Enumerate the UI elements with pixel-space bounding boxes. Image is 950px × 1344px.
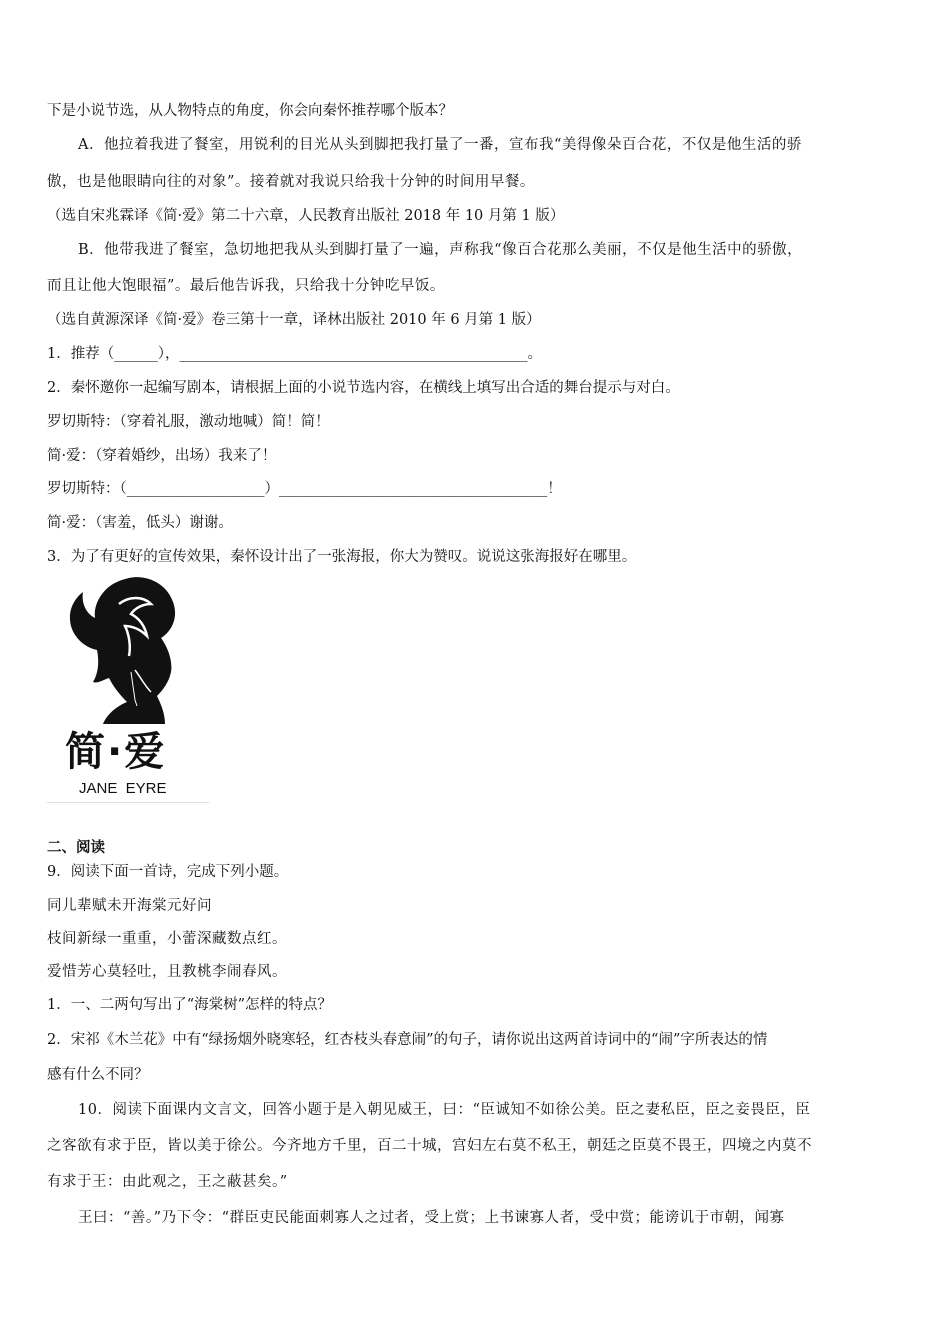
option-b-line-2: 而且让他大饱眼福”。最后他告诉我，只给我十分钟吃早饭。 xyxy=(47,278,445,294)
question-9-2-line-2: 感有什么不同？ xyxy=(47,1067,149,1083)
poem-title: 同儿辈赋未开海棠元好问 xyxy=(47,898,212,914)
poster-title-cn: 简·爱 xyxy=(65,729,167,775)
poem-line-2: 爱惜芳心莫轻吐，且教桃李闹春风。 xyxy=(47,964,287,980)
option-b-source: （选自黄源深译《简·爱》卷三第十一章，译林出版社 2010 年 6 月第 1 版） xyxy=(47,312,541,328)
question-9-1: 1．一、二两句写出了“海棠树”怎样的特点？ xyxy=(47,997,333,1013)
script-line-2: 简·爱：（穿着婚纱，出场）我来了！ xyxy=(47,448,277,464)
question-10-line-1: 10．阅读下面课内文言文，回答小题于是入朝见威王，曰：“臣诚知不如徐公美。臣之妻私臣，臣之妾畏臣，臣 xyxy=(78,1102,811,1118)
poster-title-en: JANE EYRE xyxy=(79,780,167,797)
question-1: 1．推荐（______），________________________________________________。 xyxy=(47,346,542,362)
question-3: 3．为了有更好的宣传效果，秦怀设计出了一张海报，你大为赞叹。说说这张海报好在哪里。 xyxy=(47,549,637,565)
question-10-line-2: 之客欲有求于臣，皆以美于徐公。今齐地方千里，百二十城，宫妇左右莫不私王，朝廷之臣莫不畏王，四境之内莫不 xyxy=(47,1138,812,1154)
script-line-1: 罗切斯特：（穿着礼服，激动地喊）简！简！ xyxy=(47,414,330,430)
silhouette-image xyxy=(47,574,209,734)
jane-eyre-poster xyxy=(47,574,209,804)
question-intro: 下是小说节选，从人物特点的角度，你会向秦怀推荐哪个版本？ xyxy=(47,103,453,119)
question-9-2-line-1: 2．宋祁《木兰花》中有“绿扬烟外晓寒轻，红杏枝头春意闹”的句子，请你说出这两首诗词中的“闹”字所表达的情 xyxy=(47,1032,768,1048)
question-10-line-3: 有求于王：由此观之，王之蔽甚矣。” xyxy=(47,1174,288,1190)
option-a-line-2: 傲，也是他眼睛向往的对象”。接着就对我说只给我十分钟的时间用早餐。 xyxy=(47,174,535,190)
option-a-source: （选自宋兆霖译《简·爱》第二十六章，人民教育出版社 2018 年 10 月第 1 版） xyxy=(47,208,565,224)
option-a-line-1: A．他拉着我进了餐室，用锐利的目光从头到脚把我打量了一番，宣布我“美得像朵百合花，不仅是他生活的骄 xyxy=(78,137,802,153)
question-10-line-4: 王曰：“善。”乃下令：“群臣吏民能面刺寡人之过者，受上赏；上书谏寡人者，受中赏；能谤讥于市朝，闻寡 xyxy=(78,1210,785,1226)
poster-divider xyxy=(47,802,209,803)
poem-line-1: 枝间新绿一重重，小蕾深藏数点红。 xyxy=(47,931,287,947)
script-line-4: 简·爱：（害羞，低头）谢谢。 xyxy=(47,515,233,531)
section-heading-reading: 二、阅读 xyxy=(47,839,105,856)
script-line-3: 罗切斯特：（___________________）_____________________________________！ xyxy=(47,481,562,497)
option-b-line-1: B．他带我进了餐室，急切地把我从头到脚打量了一遍，声称我“像百合花那么美丽，不仅是他生活中的骄傲， xyxy=(78,242,803,258)
question-2: 2．秦怀邀你一起编写剧本，请根据上面的小说节选内容，在横线上填写出合适的舞台提示与对白。 xyxy=(47,380,680,396)
question-9: 9．阅读下面一首诗，完成下列小题。 xyxy=(47,864,289,880)
